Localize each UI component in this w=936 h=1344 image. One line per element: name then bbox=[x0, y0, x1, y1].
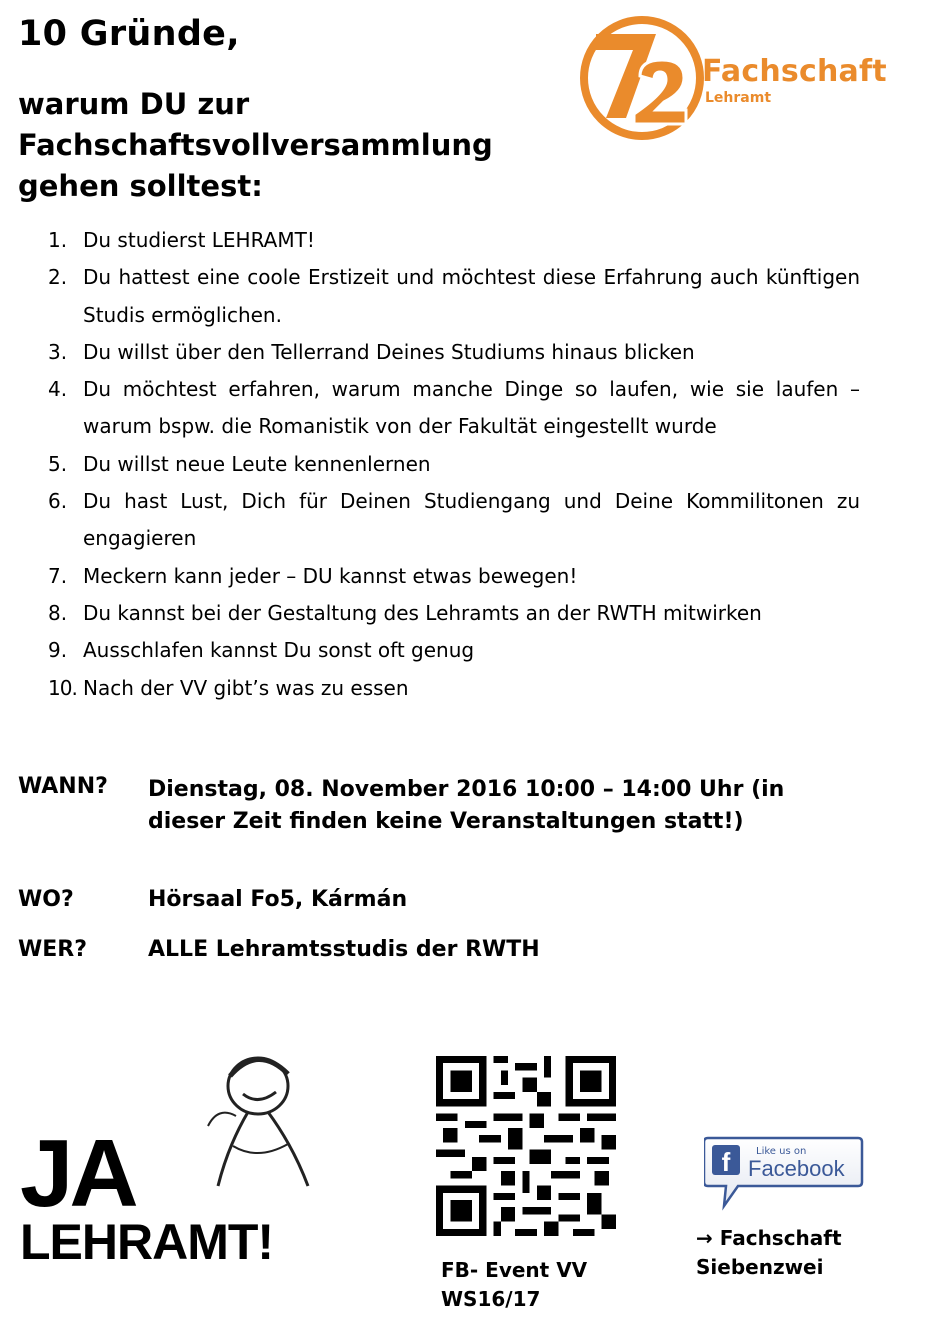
list-item: 7. Meckern kann jeder – DU kannst etwas bewegen! bbox=[48, 563, 578, 588]
caricature-icon bbox=[188, 1046, 328, 1196]
list-item: 3. Du willst über den Tellerrand Deines Studiums hinaus blicken bbox=[48, 339, 695, 364]
qr-code bbox=[436, 1056, 616, 1236]
fb-caption: → Fachschaft Siebenzwei bbox=[696, 1226, 842, 1279]
facebook-f-icon: f bbox=[712, 1145, 740, 1175]
reasons-list bbox=[48, 222, 860, 707]
lehramt-text: LEHRAMT! bbox=[20, 1214, 274, 1270]
logo-seven-two-icon bbox=[578, 14, 708, 142]
ja-text: JA bbox=[20, 1120, 135, 1227]
fachschaft-logo bbox=[578, 14, 928, 142]
list-item: 8. Du kannst bei der Gestaltung des Lehramts an der RWTH mitwirken bbox=[48, 600, 762, 625]
who-value: ALLE Lehramtsstudis der RWTH bbox=[148, 937, 540, 962]
list-item: 2. Du hattest eine coole Erstizeit und möchtest diese Erfahrung auch künftigen Studis ermöglichen. bbox=[48, 265, 860, 327]
logo-word-fachschaft: Fachschaft bbox=[702, 54, 887, 89]
list-item: 1. Du studierst LEHRAMT! bbox=[48, 228, 315, 252]
list-item: 9. Ausschlafen kannst Du sonst oft genug bbox=[48, 638, 475, 663]
list-item: 6. Du hast Lust, Dich für Deinen Studiengang und Deine Kommilitonen zu engagieren bbox=[48, 489, 860, 551]
who-label: WER? bbox=[18, 937, 87, 962]
facebook-badge[interactable] bbox=[704, 1136, 864, 1212]
logo-word-lehramt: Lehramt bbox=[705, 90, 772, 106]
fb-name-text: Facebook bbox=[748, 1156, 845, 1181]
list-item: 5. Du willst neue Leute kennenlernen bbox=[48, 451, 431, 476]
when-value: Dienstag, 08. November 2016 10:00 – 14:00 Uhr (in dieser Zeit finden keine Veranstaltungen statt!) bbox=[148, 777, 785, 834]
ja-lehramt-graphic bbox=[18, 1046, 348, 1286]
where-value: Hörsaal Fo5, Kármán bbox=[148, 887, 408, 912]
qr-caption: FB- Event VV WS16/17 bbox=[441, 1258, 588, 1311]
list-item: 4. Du möchtest erfahren, warum manche Dinge so laufen, wie sie laufen – warum bspw. die Romanistik von der Fakultät eingestellt wurde bbox=[48, 377, 860, 439]
fb-like-text: Like us on bbox=[756, 1146, 807, 1157]
where-label: WO? bbox=[18, 887, 74, 912]
when-label: WANN? bbox=[18, 774, 108, 799]
list-item: 10. Nach der VV gibt’s was zu essen bbox=[48, 675, 409, 700]
page-title: 10 Gründe, bbox=[18, 14, 240, 54]
page-subtitle: warum DU zur Fachschaftsvollversammlung gehen solltest: bbox=[18, 87, 493, 203]
